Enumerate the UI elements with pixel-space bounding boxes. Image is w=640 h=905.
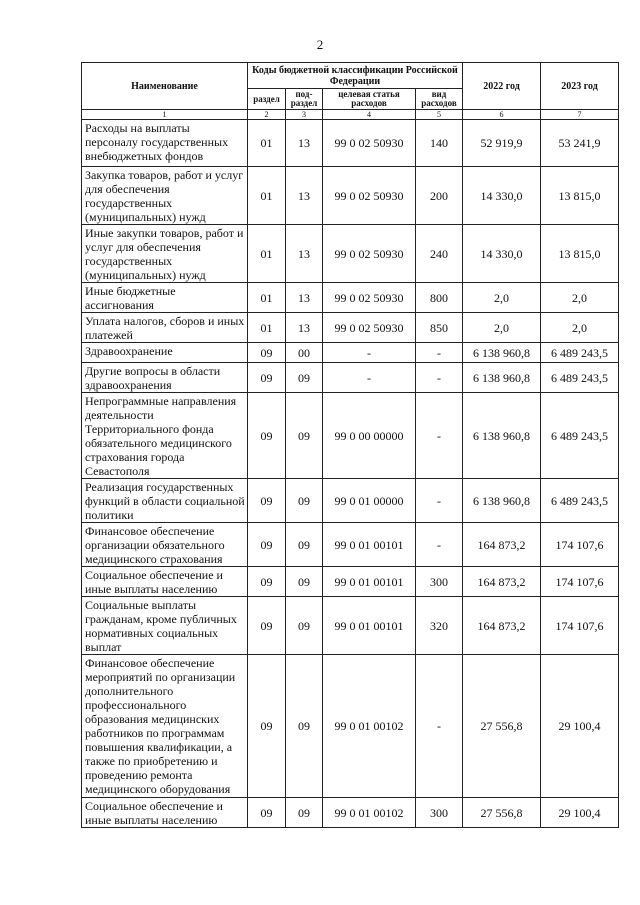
row-name: Непрограммные направления деятельности Территориального фонда обязательного медицинского страхования города Севастополя <box>82 393 248 479</box>
row-section-code: 01 <box>248 167 286 225</box>
table-row <box>82 283 619 313</box>
row-name: Социальное обеспечение и иные выплаты населению <box>82 567 248 597</box>
header-name: Наименование <box>82 63 248 110</box>
column-number: 1 <box>82 110 248 120</box>
row-subsection-code: 00 <box>286 343 323 363</box>
row-name: Иные закупки товаров, работ и услуг для обеспечения государственных (муниципальных) нужд <box>82 225 248 283</box>
table-row <box>82 798 619 828</box>
row-amount-2023: 6 489 243,5 <box>541 343 619 363</box>
row-subsection-code: 09 <box>286 655 323 798</box>
row-subsection-code: 09 <box>286 798 323 828</box>
budget-table <box>81 62 619 828</box>
row-section-code: 09 <box>248 479 286 523</box>
row-expense-type-code: - <box>416 523 463 567</box>
row-section-code: 09 <box>248 393 286 479</box>
row-expense-type-code: - <box>416 655 463 798</box>
row-amount-2022: 164 873,2 <box>463 523 541 567</box>
row-name: Другие вопросы в области здравоохранения <box>82 363 248 393</box>
row-amount-2023: 174 107,6 <box>541 523 619 567</box>
row-section-code: 09 <box>248 523 286 567</box>
row-amount-2023: 6 489 243,5 <box>541 393 619 479</box>
column-number: 6 <box>463 110 541 120</box>
page-number: 2 <box>316 37 324 52</box>
row-subsection-code: 13 <box>286 225 323 283</box>
row-expense-type-code: 300 <box>416 798 463 828</box>
row-section-code: 09 <box>248 597 286 655</box>
column-number: 3 <box>286 110 323 120</box>
table-row <box>82 363 619 393</box>
row-target-code: 99 0 02 50930 <box>323 120 416 167</box>
row-expense-type-code: - <box>416 393 463 479</box>
row-section-code: 09 <box>248 798 286 828</box>
row-section-code: 01 <box>248 283 286 313</box>
row-subsection-code: 09 <box>286 597 323 655</box>
row-section-code: 01 <box>248 313 286 343</box>
row-amount-2023: 2,0 <box>541 283 619 313</box>
row-subsection-code: 13 <box>286 120 323 167</box>
row-expense-type-code: 850 <box>416 313 463 343</box>
header-year-2022: 2022 год <box>463 63 541 110</box>
row-section-code: 01 <box>248 225 286 283</box>
header-expense-type: вид расходов <box>416 89 463 110</box>
row-target-code: 99 0 00 00000 <box>323 393 416 479</box>
row-amount-2022: 27 556,8 <box>463 655 541 798</box>
row-section-code: 09 <box>248 343 286 363</box>
header-target: целевая статья расходов <box>323 89 416 110</box>
table-row <box>82 479 619 523</box>
row-subsection-code: 09 <box>286 523 323 567</box>
row-expense-type-code: 240 <box>416 225 463 283</box>
table-row <box>82 655 619 798</box>
table-row <box>82 523 619 567</box>
row-subsection-code: 13 <box>286 167 323 225</box>
column-number: 5 <box>416 110 463 120</box>
row-expense-type-code: 320 <box>416 597 463 655</box>
table-row <box>82 567 619 597</box>
row-section-code: 09 <box>248 363 286 393</box>
row-name: Финансовое обеспечение мероприятий по организации дополнительного профессионального образования медицинских работников по программам повышения квалификации, а также по приобретению и проведению ремонта медицинского оборудования <box>82 655 248 798</box>
row-amount-2022: 2,0 <box>463 313 541 343</box>
table-row <box>82 167 619 225</box>
row-subsection-code: 13 <box>286 283 323 313</box>
row-name: Реализация государственных функций в области социальной политики <box>82 479 248 523</box>
row-target-code: 99 0 01 00101 <box>323 523 416 567</box>
row-expense-type-code: 300 <box>416 567 463 597</box>
row-subsection-code: 09 <box>286 393 323 479</box>
row-amount-2022: 2,0 <box>463 283 541 313</box>
row-amount-2022: 27 556,8 <box>463 798 541 828</box>
row-section-code: 09 <box>248 567 286 597</box>
row-name: Социальное обеспечение и иные выплаты населению <box>82 798 248 828</box>
row-target-code: 99 0 02 50930 <box>323 225 416 283</box>
row-amount-2022: 52 919,9 <box>463 120 541 167</box>
row-amount-2023: 13 815,0 <box>541 167 619 225</box>
row-amount-2023: 6 489 243,5 <box>541 363 619 393</box>
row-amount-2023: 29 100,4 <box>541 798 619 828</box>
table-row <box>82 393 619 479</box>
column-number: 7 <box>541 110 619 120</box>
row-amount-2022: 164 873,2 <box>463 567 541 597</box>
row-expense-type-code: 800 <box>416 283 463 313</box>
row-name: Финансовое обеспечение организации обязательного медицинского страхования <box>82 523 248 567</box>
row-name: Социальные выплаты гражданам, кроме публичных нормативных социальных выплат <box>82 597 248 655</box>
row-amount-2022: 164 873,2 <box>463 597 541 655</box>
row-amount-2023: 29 100,4 <box>541 655 619 798</box>
row-amount-2023: 174 107,6 <box>541 597 619 655</box>
row-subsection-code: 09 <box>286 567 323 597</box>
row-target-code: 99 0 02 50930 <box>323 283 416 313</box>
row-subsection-code: 13 <box>286 313 323 343</box>
table-row <box>82 343 619 363</box>
row-expense-type-code: - <box>416 363 463 393</box>
row-amount-2022: 6 138 960,8 <box>463 343 541 363</box>
row-amount-2023: 2,0 <box>541 313 619 343</box>
row-target-code: 99 0 02 50930 <box>323 313 416 343</box>
row-target-code: - <box>323 343 416 363</box>
column-number: 4 <box>323 110 416 120</box>
row-amount-2022: 6 138 960,8 <box>463 479 541 523</box>
row-name: Закупка товаров, работ и услуг для обеспечения государственных (муниципальных) нужд <box>82 167 248 225</box>
row-target-code: 99 0 01 00000 <box>323 479 416 523</box>
row-expense-type-code: 200 <box>416 167 463 225</box>
row-section-code: 09 <box>248 655 286 798</box>
row-name: Уплата налогов, сборов и иных платежей <box>82 313 248 343</box>
row-section-code: 01 <box>248 120 286 167</box>
table-row <box>82 313 619 343</box>
row-expense-type-code: - <box>416 343 463 363</box>
row-name: Расходы на выплаты персоналу государственных внебюджетных фондов <box>82 120 248 167</box>
row-target-code: 99 0 01 00101 <box>323 567 416 597</box>
row-expense-type-code: - <box>416 479 463 523</box>
column-number: 2 <box>248 110 286 120</box>
header-subsection: под-раздел <box>286 89 323 110</box>
header-section: раздел <box>248 89 286 110</box>
row-target-code: 99 0 01 00101 <box>323 597 416 655</box>
table-row <box>82 225 619 283</box>
row-amount-2023: 13 815,0 <box>541 225 619 283</box>
column-number-row <box>82 110 619 120</box>
row-amount-2023: 174 107,6 <box>541 567 619 597</box>
table-row <box>82 597 619 655</box>
row-amount-2022: 14 330,0 <box>463 167 541 225</box>
row-name: Иные бюджетные ассигнования <box>82 283 248 313</box>
row-target-code: 99 0 01 00102 <box>323 655 416 798</box>
header-year-2023: 2023 год <box>541 63 619 110</box>
row-amount-2022: 6 138 960,8 <box>463 393 541 479</box>
row-subsection-code: 09 <box>286 363 323 393</box>
table-row <box>82 120 619 167</box>
row-expense-type-code: 140 <box>416 120 463 167</box>
row-amount-2022: 6 138 960,8 <box>463 363 541 393</box>
row-subsection-code: 09 <box>286 479 323 523</box>
row-target-code: 99 0 02 50930 <box>323 167 416 225</box>
row-amount-2023: 53 241,9 <box>541 120 619 167</box>
row-target-code: - <box>323 363 416 393</box>
header-codes-group: Коды бюджетной классификации Российской Федерации <box>248 63 463 89</box>
row-amount-2023: 6 489 243,5 <box>541 479 619 523</box>
row-amount-2022: 14 330,0 <box>463 225 541 283</box>
row-name: Здравоохранение <box>82 343 248 363</box>
row-target-code: 99 0 01 00102 <box>323 798 416 828</box>
